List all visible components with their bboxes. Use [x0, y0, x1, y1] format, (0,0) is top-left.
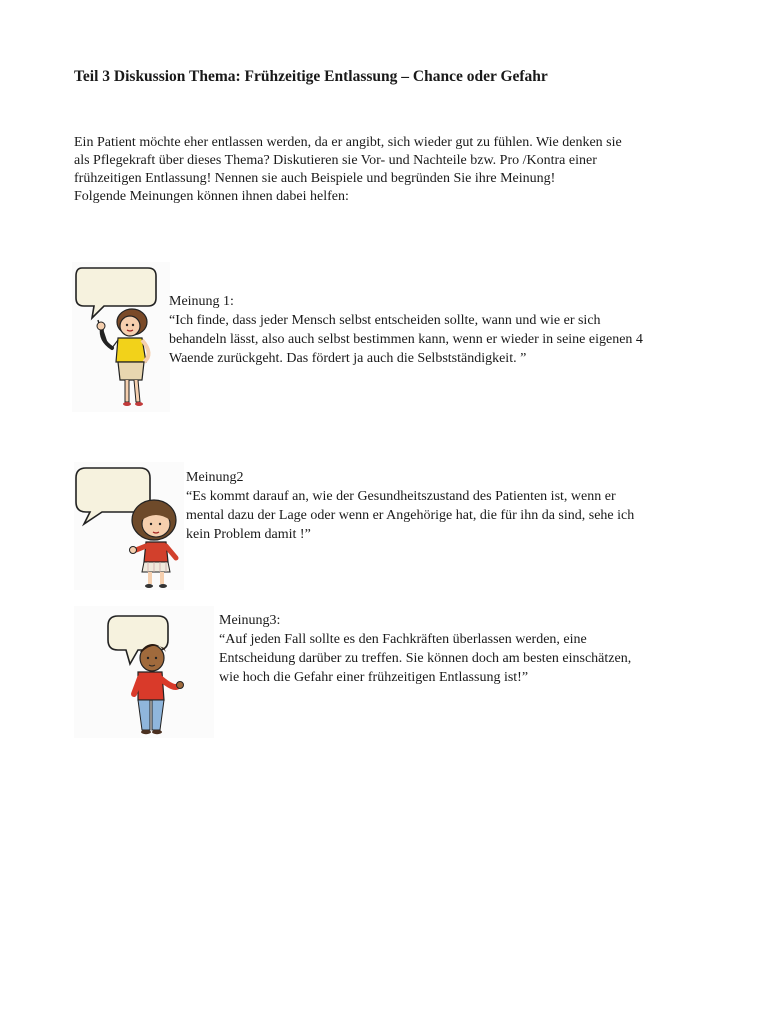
opinion-3-line: “Auf jeden Fall sollte es den Fachkräften überlassen werden, eine — [219, 632, 587, 647]
opinion-1-line: Waende zurückgeht. Das fördert ja auch die Selbstständigkeit. ” — [169, 351, 527, 366]
opinion-2-line: mental dazu der Lage oder wenn er Angehörige hat, die für ihn da sind, sehe ich — [186, 508, 635, 523]
opinion-3-label: Meinung3: — [219, 613, 281, 628]
woman-speech-bubble-illustration — [72, 262, 170, 412]
opinion-2 — [186, 468, 726, 544]
girl-speech-bubble-illustration — [74, 462, 184, 590]
opinion-2-line: kein Problem damit !” — [186, 527, 311, 542]
opinion-3-line: Entscheidung darüber zu treffen. Sie können doch am besten einschätzen, — [219, 651, 632, 666]
intro-line: als Pflegekraft über dieses Thema? Diskutieren sie Vor- und Nachteile bzw. Pro /Kontra einer — [74, 153, 597, 168]
opinion-1-label: Meinung 1: — [169, 294, 234, 309]
document-title: Teil 3 Diskussion Thema: Frühzeitige Entlassung – Chance oder Gefahr — [74, 68, 548, 85]
opinion-2-label: Meinung2 — [186, 470, 244, 485]
opinion-3-line: wie hoch die Gefahr einer frühzeitigen Entlassung ist!” — [219, 670, 529, 685]
intro-line: Ein Patient möchte eher entlassen werden, da er angibt, sich wieder gut zu fühlen. Wie denken sie — [74, 135, 622, 150]
opinion-1-line: behandeln lässt, also auch selbst bestimmen kann, wenn er wieder in seine eigenen 4 — [169, 332, 643, 347]
opinion-2-line: “Es kommt darauf an, wie der Gesundheitszustand des Patienten ist, wenn er — [186, 489, 616, 504]
opinion-1 — [169, 292, 729, 368]
intro-paragraph — [74, 134, 714, 206]
man-speech-bubble-illustration — [74, 606, 214, 738]
opinion-3 — [219, 611, 739, 687]
intro-line: Folgende Meinungen können ihnen dabei helfen: — [74, 189, 349, 204]
intro-line: frühzeitigen Entlassung! Nennen sie auch Beispiele und begründen Sie ihre Meinung! — [74, 171, 556, 186]
opinion-1-line: “Ich finde, dass jeder Mensch selbst entscheiden sollte, wann und wie er sich — [169, 313, 601, 328]
